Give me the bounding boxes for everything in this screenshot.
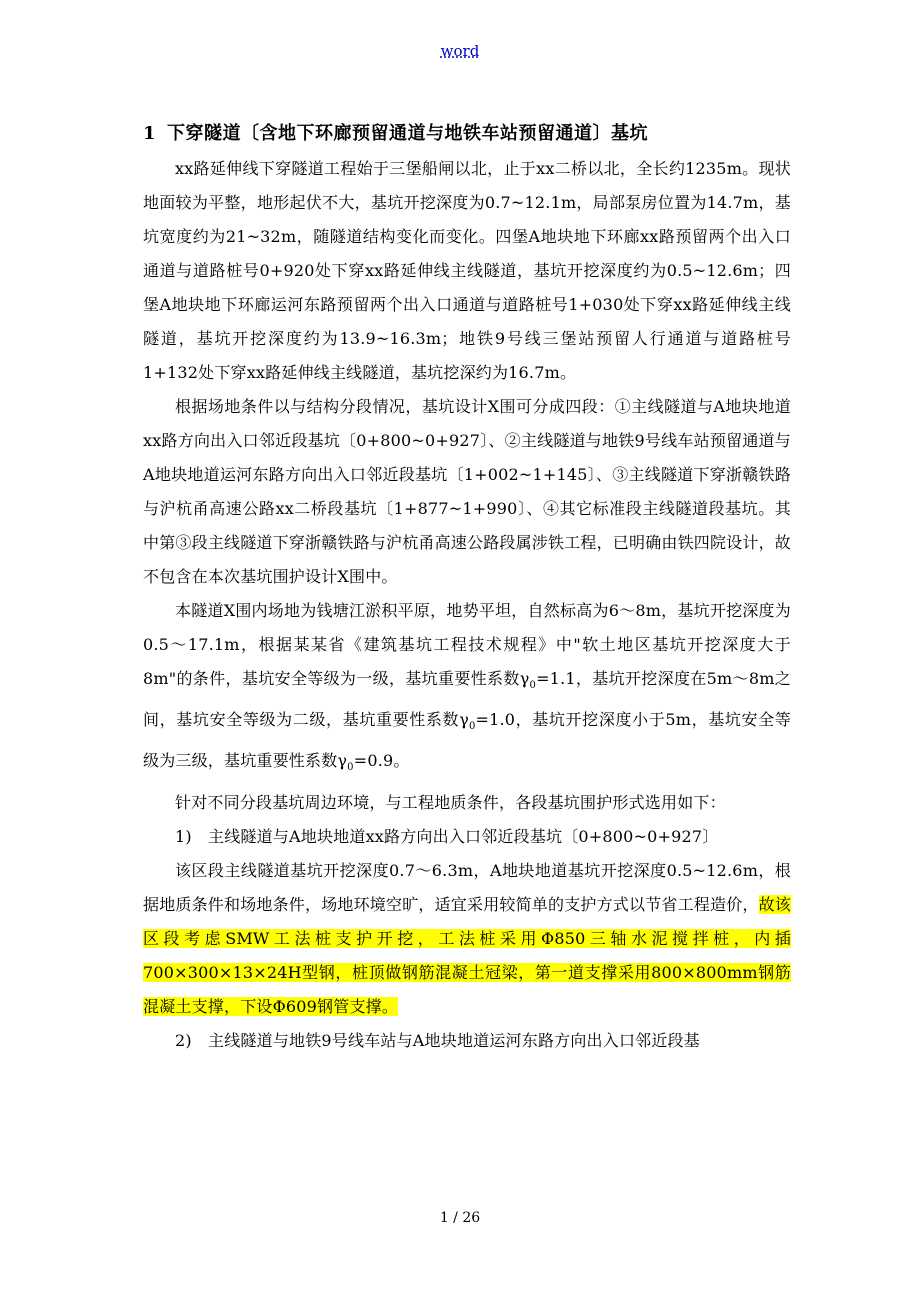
paragraph-3-c: =1.0，基坑开挖深度小于5m，基坑安全等级为三级，基坑重要性系数γ — [143, 710, 791, 771]
section-number: 1 — [143, 123, 157, 144]
paragraph-3-b: =1.1，基坑开挖深度在5m～8m之间，基坑安全等级为二级，基坑重要性系数γ — [143, 669, 791, 730]
page-number: 1 / 26 — [439, 1210, 481, 1226]
paragraph-5-plain: 该区段主线隧道基坑开挖深度0.7～6.3m，A地块地道基坑开挖深度0.5~12.6m，根据地质条件和场地条件，场地环境空旷，适宜采用较简单的支护方式以节省工程造价， — [143, 860, 791, 914]
gamma-subscript: 0 — [468, 721, 476, 733]
paragraph-2: 根据场地条件以与结构分段情况，基坑设计X围可分成四段：①主线隧道与A地块地道xx路方向出入口邻近段基坑〔0+800~0+927〕、②主线隧道与地铁9号线车站预留通道与A地块地道运河东路方向出入口邻近段基坑〔1+002~1+145〕、③主线隧道下穿浙赣铁路与沪杭甬高速公路xx二桥段基坑〔1+877~1+990〕、④其它标准段主线隧道段基坑。其中第③段主线隧道下穿浙赣铁路与沪杭甬高速公路段属涉铁工程，已明确由铁四院设计，故不包含在本次基坑围护设计X围中。 — [143, 397, 792, 586]
highlighted-text: 故该区段考虑SMW工法桩支护开挖，工法桩采用Φ850三轴水泥搅拌桩，内插700×300×13×24H型钢，桩顶做钢筋混凝土冠梁，第一道支撑采用800×800mm钢筋混凝土支撑，下设Φ609钢管支撑。 — [143, 894, 792, 1016]
paragraph-3 — [143, 594, 791, 786]
paragraph-5 — [143, 854, 791, 1024]
paragraph-4: 针对不同分段基坑周边环境，与工程地质条件，各段基坑围护形式选用如下： — [175, 792, 726, 812]
gamma-subscript: 0 — [529, 680, 537, 692]
section-title: 下穿隧道〔含地下环廊预留通道与地铁车站预留通道〕基坑 — [167, 123, 648, 144]
paragraph-1: xx路延伸线下穿隧道工程始于三堡船闸以北，止于xx二桥以北，全长约1235m。现状地面较为平整，地形起伏不大，基坑开挖深度为0.7~12.1m，局部泵房位置为14.7m，基坑宽度约为21~32m，随隧道结构变化而变化。四堡A地块地下环廊xx路预留两个出入口通道与道路桩号0+920处下穿xx路延伸线主线隧道，基坑开挖深度约为0.5~12.6m；四堡A地块地下环廊运河东路预留两个出入口通道与道路桩号1+030处下穿xx路延伸线主线隧道，基坑开挖深度约为13.9~16.3m；地铁9号线三堡站预留人行通道与道路桩号1+132处下穿xx路延伸线主线隧道，基坑挖深约为16.7m。 — [143, 159, 791, 382]
section-heading — [143, 120, 791, 148]
list-item-1: 1) 主线隧道与A地块地道xx路方向出入口邻近段基坑〔0+800~0+927〕 — [175, 826, 719, 846]
document-body — [143, 120, 791, 1058]
header-word-link[interactable]: word — [440, 42, 480, 60]
gamma-subscript: 0 — [347, 762, 354, 774]
list-item-2: 2) 主线隧道与地铁9号线车站与A地块地道运河东路方向出入口邻近段基 — [175, 1030, 700, 1050]
paragraph-3-d: =0.9。 — [353, 751, 410, 771]
paragraph-3-a: 本隧道X围内场地为钱塘江淤积平原，地势平坦，自然标高为6～8m，基坑开挖深度为0.5～17.1m，根据某某省《建筑基坑工程技术规程》中"软土地区基坑开挖深度大于8m"的条件，基坑安全等级为一级，基坑重要性系数γ — [143, 601, 791, 688]
